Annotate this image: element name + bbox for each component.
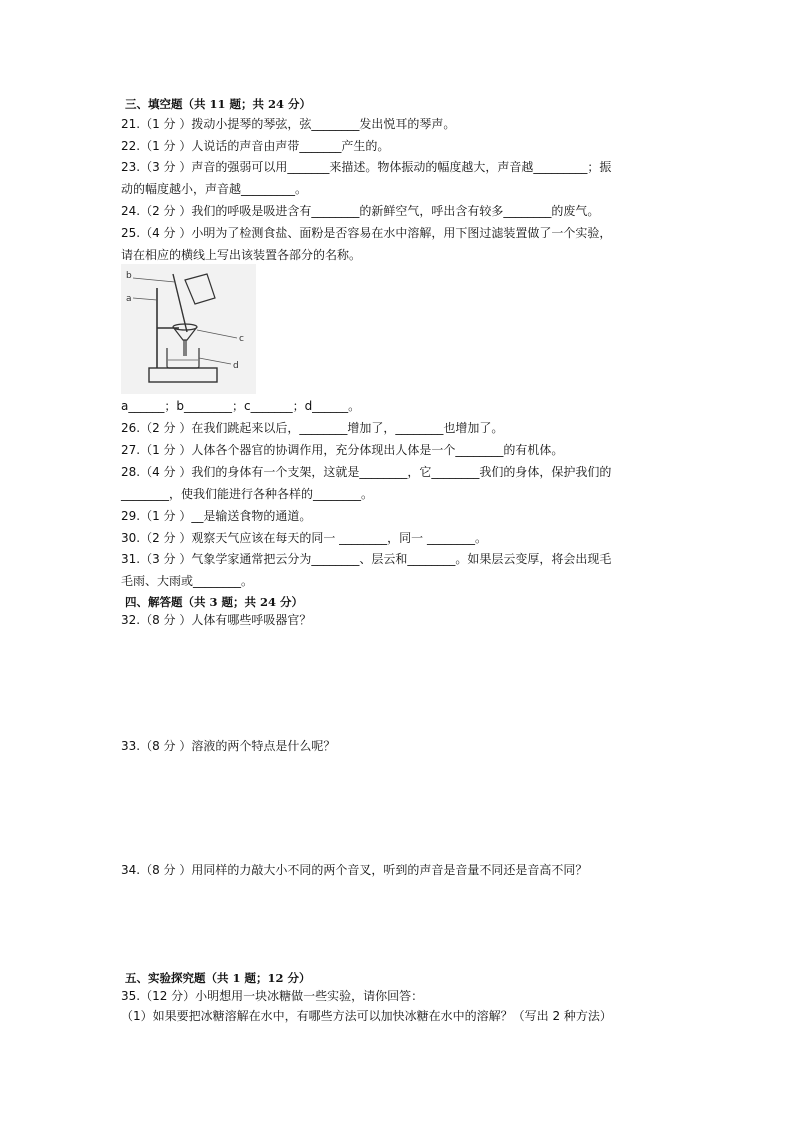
question-28-line-2: ________，使我们能进行各种各样的________。 <box>121 487 374 501</box>
question-23-line-1: 23.（3 分 ）声音的强弱可以用_______来描述。物体振动的幅度越大，声音越_________；振 <box>121 160 612 174</box>
glass-rod <box>173 274 187 332</box>
filtration-apparatus-figure <box>121 264 256 394</box>
question-26: 26.（2 分 ）在我们跳起来以后，________增加了，________也增加了。 <box>121 421 504 435</box>
filtration-apparatus-svg <box>121 264 256 394</box>
pointer-d <box>199 358 231 364</box>
question-25-line-1: 25.（4 分 ）小明为了检测食盐、面粉是否容易在水中溶解，用下图过滤装置做了一个实验， <box>121 226 612 240</box>
question-27: 27.（1 分 ）人体各个器官的协调作用，充分体现出人体是一个________的有机体。 <box>121 443 564 457</box>
question-23-line-2: 动的幅度越小，声音越_________。 <box>121 182 308 196</box>
question-25-line-2: 请在相应的横线上写出该装置各部分的名称。 <box>121 248 362 262</box>
question-35: 35.（12 分）小明想用一块冰糖做一些实验，请你回答： <box>121 989 424 1003</box>
stand-base <box>149 368 217 382</box>
question-22: 22.（1 分 ）人说话的声音由声带_______产生的。 <box>121 139 390 153</box>
question-25-answers: a______；b________；c_______；d______。 <box>121 399 361 413</box>
section-answer-title: 四、解答题（共 3 题；共 24 分） <box>125 595 304 609</box>
section-experiment-title: 五、实验探究题（共 1 题；12 分） <box>125 971 311 985</box>
label-a: a <box>126 294 132 304</box>
question-30: 30.（2 分 ）观察天气应该在每天的同一 ________，同一 ________。 <box>121 531 487 545</box>
question-32: 32.（8 分 ）人体有哪些呼吸器官？ <box>121 613 312 627</box>
question-35-part-1: （1）如果要把冰糖溶解在水中，有哪些方法可以加快冰糖在水中的溶解？（写出 2 种方法） <box>121 1009 612 1023</box>
question-31-line-1: 31.（3 分 ）气象学家通常把云分为________、层云和________。如果层云变厚，将会出现毛 <box>121 552 612 566</box>
label-d: d <box>233 361 239 371</box>
pouring-beaker <box>185 274 215 304</box>
question-34: 34.（8 分 ）用同样的力敲大小不同的两个音叉，听到的声音是音量不同还是音高不同？ <box>121 863 588 877</box>
pointer-c <box>197 330 237 338</box>
section-fill-in-title: 三、填空题（共 11 题；共 24 分） <box>125 97 312 111</box>
question-29: 29.（1 分 ）__是输送食物的通道。 <box>121 509 312 523</box>
question-31-line-2: 毛雨、大雨或________。 <box>121 574 254 588</box>
pointer-a <box>133 298 157 300</box>
label-b: b <box>126 271 132 281</box>
question-28-line-1: 28.（4 分 ）我们的身体有一个支架，这就是________，它________我们的身体，保护我们的 <box>121 465 612 479</box>
question-24: 24.（2 分 ）我们的呼吸是吸进含有________的新鲜空气，呼出含有较多________的废气。 <box>121 204 600 218</box>
pointer-b <box>133 278 175 282</box>
label-c: c <box>239 334 244 344</box>
question-21: 21.（1 分 ）拨动小提琴的琴弦，弦________发出悦耳的琴声。 <box>121 117 456 131</box>
question-33: 33.（8 分 ）溶液的两个特点是什么呢？ <box>121 739 336 753</box>
receiving-beaker <box>167 348 199 368</box>
